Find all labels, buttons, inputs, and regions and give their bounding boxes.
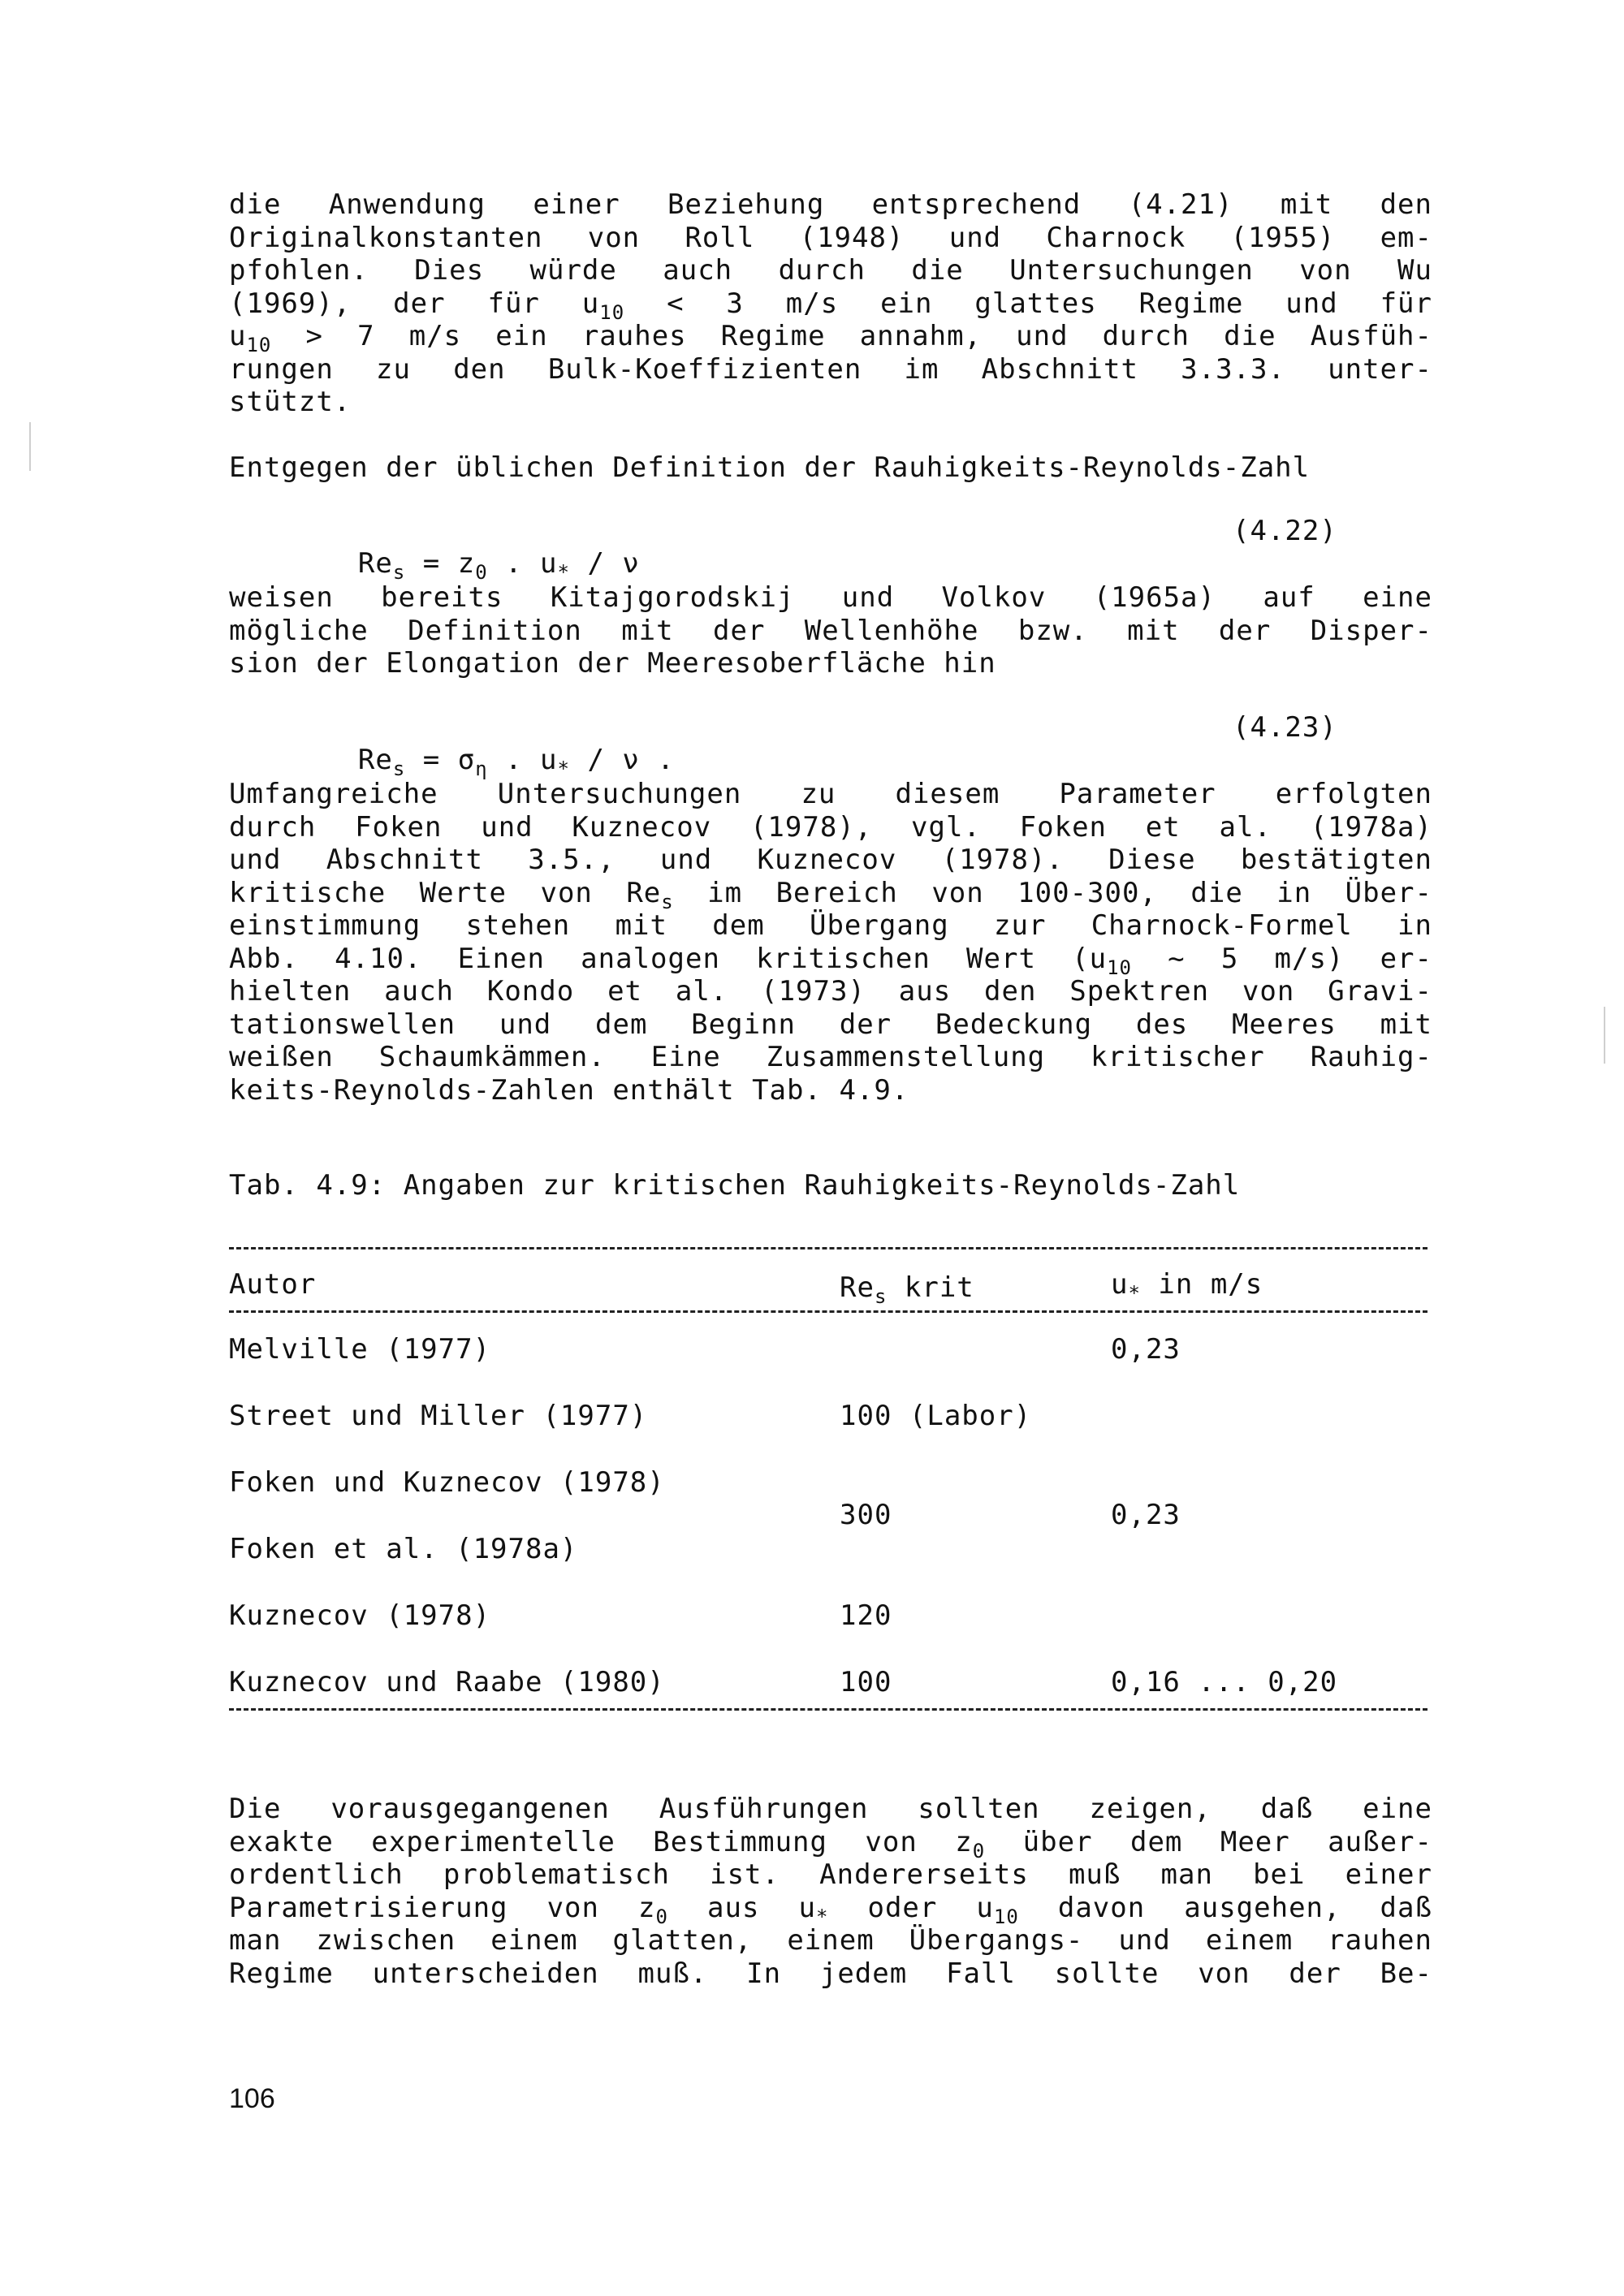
- text-line: hielten auch Kondo et al. (1973) aus den Spektren von Gravi-: [229, 975, 1432, 1008]
- paragraph-4: [229, 778, 1432, 1107]
- text-line: weisen bereits Kitajgorodskij und Volkov (1965a) auf eine: [229, 581, 1432, 614]
- text-line: keits-Reynolds-Zahlen enthält Tab. 4.9.: [229, 1073, 909, 1107]
- table-cell-autor: Foken et al. (1978a): [229, 1533, 578, 1565]
- text-line: man zwischen einem glatten, einem Übergangs- und einem rauhen: [229, 1924, 1432, 1957]
- table-rule-top: [229, 1247, 1427, 1249]
- text-line: exakte experimentelle Bestimmung von $z_0$ über dem Meer außer-: [229, 1825, 1432, 1862]
- table-cell-autor: Kuznecov und Raabe (1980): [229, 1666, 665, 1698]
- table-rule-bottom: [229, 1708, 1427, 1711]
- paragraph-2: [229, 451, 1432, 485]
- text-line: die Anwendung einer Beziehung entsprechend (4.21) mit den: [229, 188, 1432, 221]
- scan-mark: [1604, 1007, 1605, 1064]
- equation-text: $Re_s = \sigma_\eta$ . $u_*$ / ν .: [357, 744, 675, 780]
- text-line: mögliche Definition mit der Wellenhöhe bzw. mit der Disper-: [229, 614, 1432, 647]
- text-line: Abb. 4.10. Einen analogen kritischen Wert ($u_{10}$ ~ 5 m/s) er-: [229, 942, 1433, 979]
- table-caption: [229, 1169, 1432, 1202]
- table-cell-res: 120: [840, 1599, 892, 1632]
- paragraph-5: [229, 1793, 1432, 1990]
- table-cell-res-merged: 300: [840, 1499, 892, 1531]
- text-line: Originalkonstanten von Roll (1948) und Charnock (1955) em-: [229, 221, 1432, 254]
- table-cell-autor: Melville (1977): [229, 1333, 491, 1366]
- table-cell-autor: Kuznecov (1978): [229, 1599, 491, 1632]
- text-line: und Abschnitt 3.5., und Kuznecov (1978). Diese bestätigten: [229, 844, 1432, 876]
- text-line: (1969), der für $u_{10} < 3$ m/s ein glattes Regime und für: [229, 287, 1432, 324]
- text-line: tationswellen und dem Beginn der Bedeckung des Meeres mit: [229, 1008, 1432, 1041]
- text-line: Entgegen der üblichen Definition der Rauhigkeits-Reynolds-Zahl: [229, 451, 1311, 484]
- table-rule-header: [229, 1310, 1427, 1313]
- text-line: pfohlen. Dies würde auch durch die Untersuchungen von Wu: [229, 254, 1432, 287]
- table-cell-res: 100 (Labor): [840, 1400, 1032, 1432]
- scan-mark: [29, 422, 31, 471]
- table-cell-res: 100: [840, 1666, 892, 1698]
- text-line: einstimmung stehen mit dem Übergang zur Charnock-Formel in: [229, 909, 1432, 942]
- text-line: Die vorausgegangenen Ausführungen sollten zeigen, daß eine: [229, 1793, 1432, 1825]
- paragraph-3: [229, 581, 1432, 680]
- text-line: Regime unterscheiden muß. In jedem Fall sollte von der Be-: [229, 1957, 1432, 1990]
- table-cell-autor: Street und Miller (1977): [229, 1400, 648, 1432]
- column-header-ustar: $u_*$ in m/s: [1111, 1268, 1263, 1305]
- column-header-res-krit: $Re_s$ krit: [840, 1271, 974, 1308]
- text-line: weißen Schaumkämmen. Eine Zusammenstellung kritischer Rauhig-: [229, 1041, 1432, 1073]
- text-line: stützt.: [229, 386, 352, 418]
- text-line: ordentlich problematisch ist. Andererseits muß man bei einer: [229, 1858, 1432, 1891]
- text-line: Umfangreiche Untersuchungen zu diesem Parameter erfolgten: [229, 778, 1432, 810]
- table-cell-autor: Foken und Kuznecov (1978): [229, 1466, 665, 1499]
- table-cell-ustar-merged: 0,23: [1111, 1499, 1181, 1531]
- equation-number: (4.22): [1233, 515, 1337, 547]
- equation-text: $Re_s = z_0$ . $u_*$ / ν: [357, 547, 640, 584]
- page-number: 106: [229, 2083, 275, 2114]
- text-line: Parametrisierung von $z_0$ aus $u_*$ oder $u_{10}$ davon ausgehen, daß: [229, 1891, 1432, 1928]
- equation-number: (4.23): [1233, 711, 1337, 744]
- text-line: kritische Werte von $Re_s$ im Bereich von 100-300, die in Über-: [229, 876, 1432, 913]
- text-line: durch Foken und Kuznecov (1978), vgl. Foken et al. (1978a): [229, 810, 1432, 844]
- table-cell-ustar: 0,23: [1111, 1333, 1181, 1366]
- paragraph-1: [229, 188, 1432, 419]
- text-line: sion der Elongation der Meeresoberfläche hin: [229, 647, 996, 680]
- table-cell-ustar: 0,16 ... 0,20: [1111, 1666, 1338, 1698]
- text-line: rungen zu den Bulk-Koeffizienten im Abschnitt 3.3.3. unter-: [229, 352, 1432, 386]
- text-line: $u_{10} > 7$ m/s ein rauhes Regime annahm, und durch die Ausfüh-: [229, 320, 1432, 356]
- column-header-autor: Autor: [229, 1268, 317, 1301]
- caption-text: Tab. 4.9: Angaben zur kritischen Rauhigkeits-Reynolds-Zahl: [229, 1169, 1241, 1202]
